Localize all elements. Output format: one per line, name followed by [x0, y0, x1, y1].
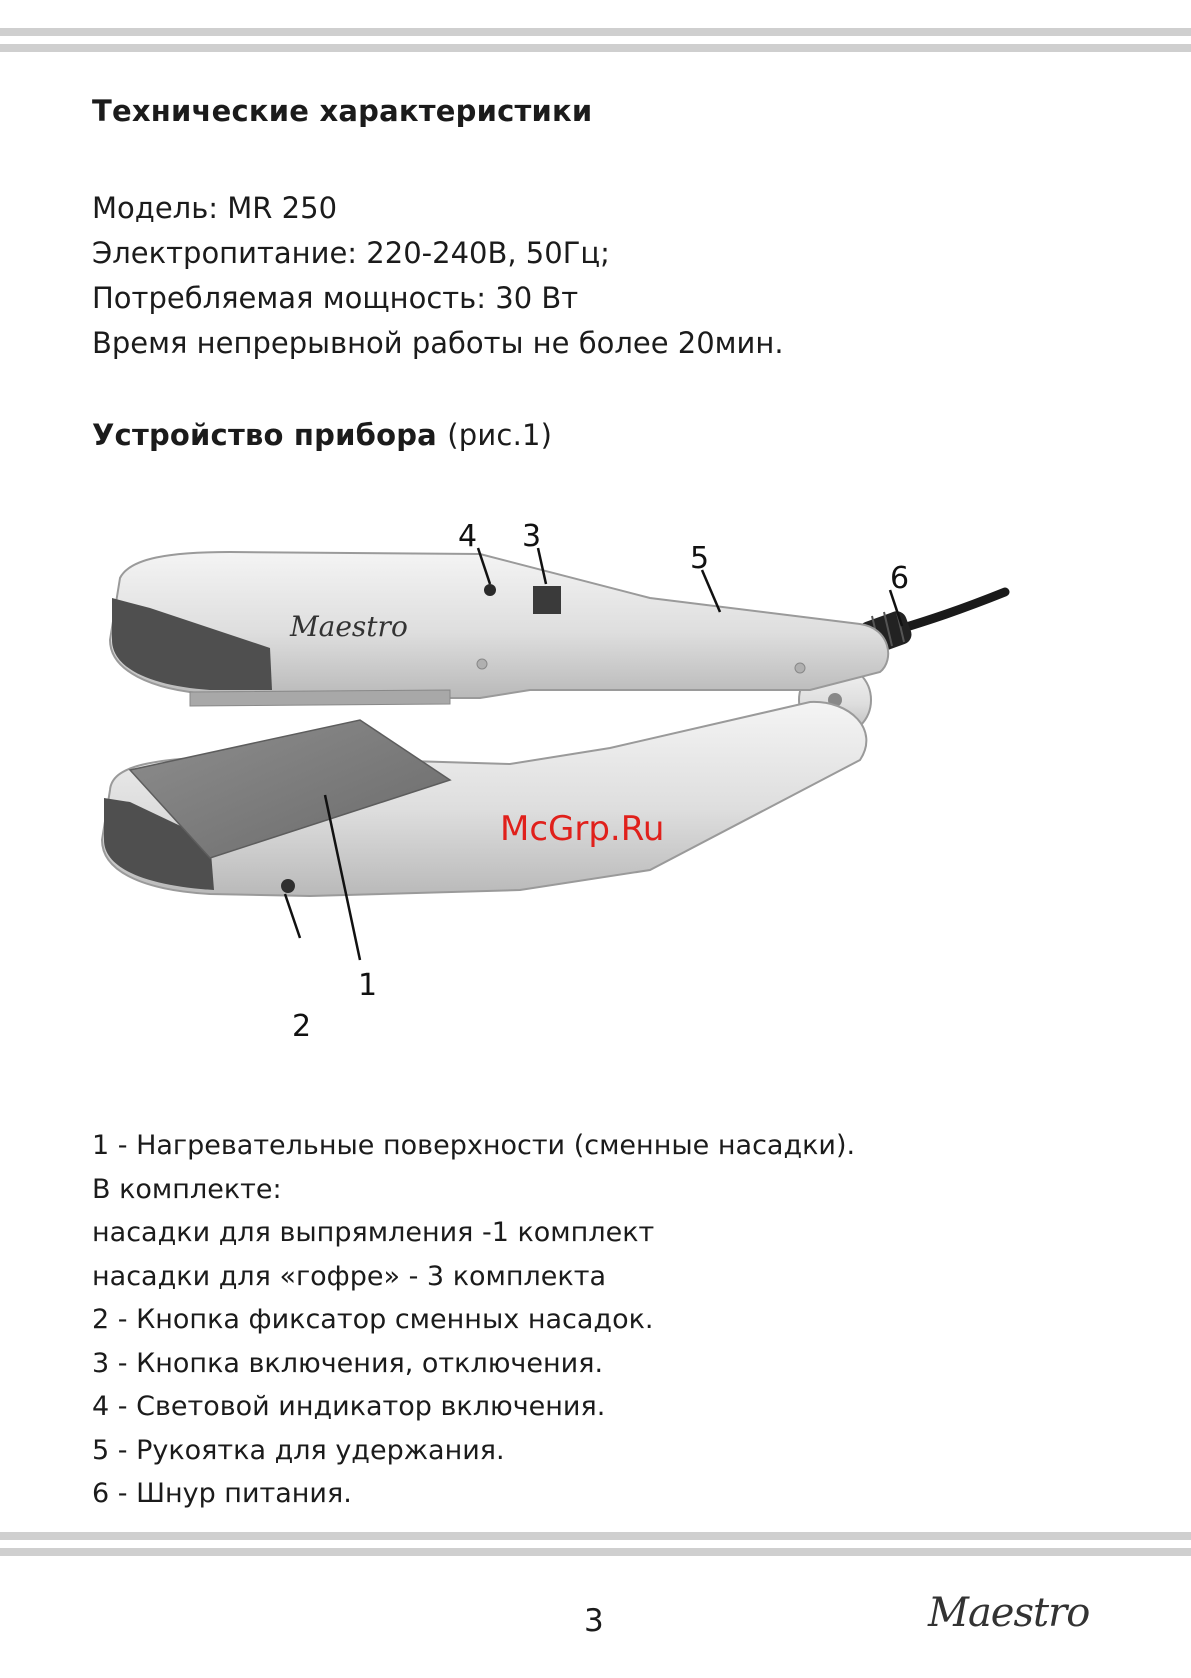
page-number: 3	[584, 1603, 604, 1639]
footer-stripe-bottom	[0, 1548, 1191, 1556]
lock-button	[281, 879, 295, 893]
section-title-specs-text: Технические характеристики	[92, 94, 593, 128]
device-logo: Maestro	[290, 610, 408, 643]
parts-legend	[92, 1124, 855, 1516]
legend-item-3: 3 - Кнопка включения, отключения.	[92, 1347, 604, 1379]
spec-power-supply: Электропитание: 220-240В, 50Гц;	[92, 236, 610, 270]
figure-reference: (рис.1)	[447, 418, 553, 452]
section-title-device-text: Устройство прибора	[92, 418, 437, 452]
callout-2: 2	[292, 1009, 312, 1044]
header-stripe-top	[0, 28, 1191, 36]
callout-4: 4	[458, 519, 478, 554]
callout-6: 6	[890, 561, 910, 596]
power-switch	[533, 586, 561, 614]
upper-plate	[190, 690, 450, 706]
device-illustration	[90, 519, 1100, 1060]
legend-item-4: 4 - Световой индикатор включения.	[92, 1391, 606, 1422]
legend-item-6: 6 - Шнур питания.	[92, 1478, 352, 1509]
specs-list	[92, 186, 784, 366]
legend-item-1: 1 - Нагревательные поверхности (сменные насадки).	[92, 1130, 856, 1161]
watermark: McGrp.Ru	[500, 809, 665, 849]
legend-kit-straight: насадки для выпрямления -1 комплект	[92, 1217, 655, 1248]
legend-item-2: 2 - Кнопка фиксатор сменных насадок.	[92, 1304, 654, 1335]
indicator-light	[484, 584, 496, 596]
footer-brand-logo: Maestro	[928, 1590, 1090, 1636]
legend-item-5: 5 - Рукоятка для удержания.	[92, 1434, 505, 1466]
spec-model: Модель: MR 250	[92, 191, 338, 225]
callout-3: 3	[522, 519, 542, 554]
header-stripe-bottom	[0, 44, 1191, 52]
section-title-device	[92, 418, 552, 452]
section-title-specs	[92, 94, 592, 128]
legend-kit-label: В комплекте:	[92, 1173, 282, 1205]
spec-operating-time: Время непрерывной работы не более 20мин.	[92, 326, 784, 360]
footer-stripe-top	[0, 1532, 1191, 1540]
spec-power-consumption: Потребляемая мощность: 30 Вт	[92, 281, 579, 315]
legend-kit-crimp: насадки для «гофре» - 3 комплекта	[92, 1260, 606, 1292]
callout-5: 5	[690, 541, 710, 576]
callout-1: 1	[358, 968, 378, 1003]
